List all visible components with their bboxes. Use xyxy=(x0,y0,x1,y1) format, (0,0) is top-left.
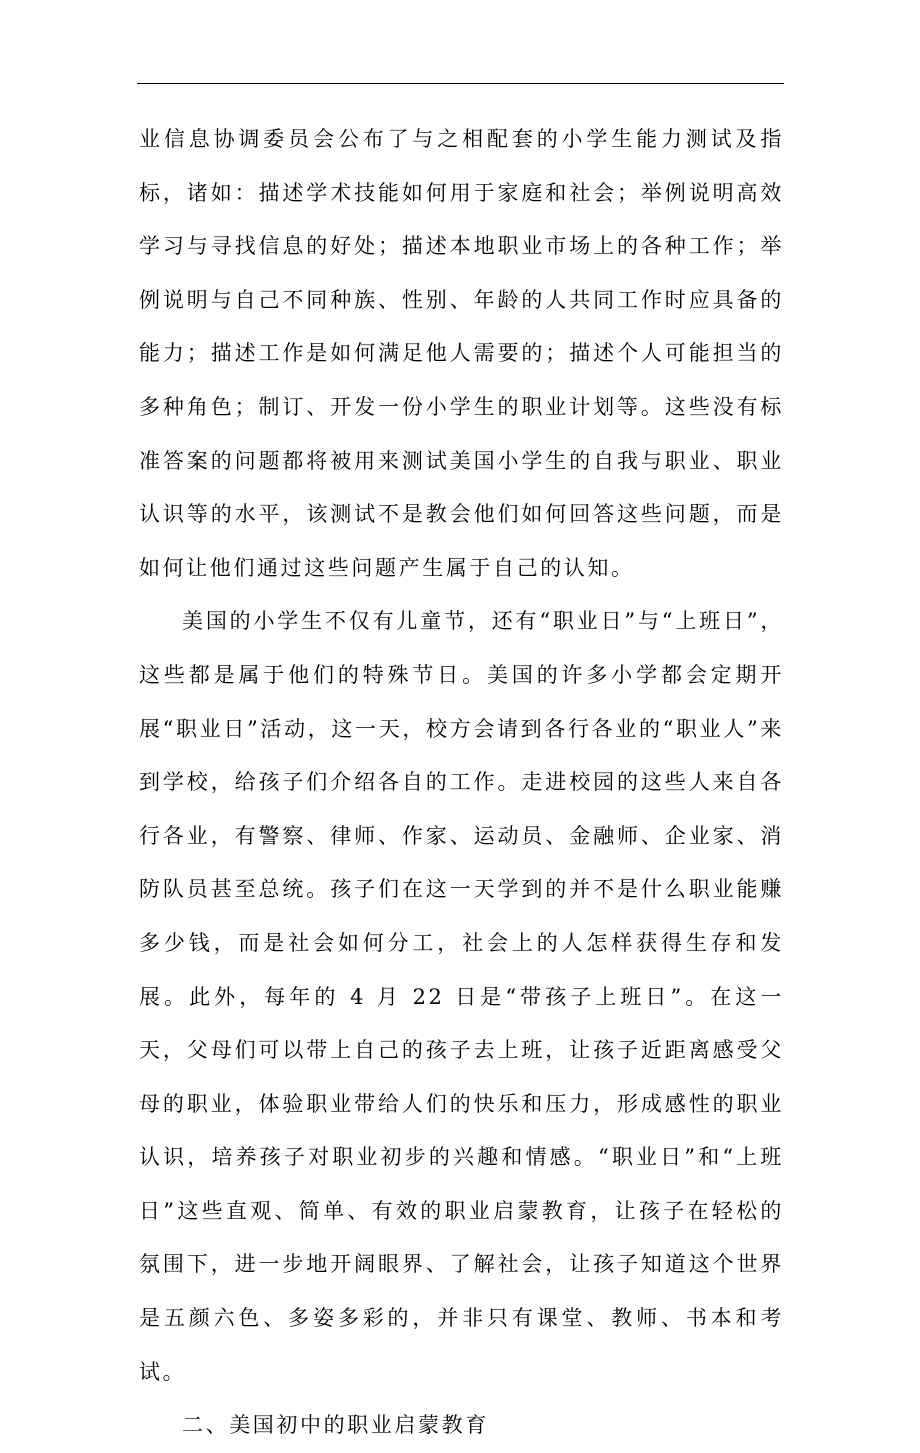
paragraph-2: 美国的小学生不仅有儿童节，还有“职业日”与“上班日”，这些都是属于他们的特殊节日。美国的许多小学都会定期开展“职业日”活动，这一天，校方会请到各行各业的“职业人”来到学校，给孩子们介绍各自的工作。走进校园的这些人来自各行各业，有警察、律师、作家、运动员、金融师、企业家、消防队员甚至总统。孩子们在这一天学到的并不是什么职业能赚多少钱，而是社会如何分工，社会上的人怎样获得生存和发展。此外，每年的 4 月 22 日是“带孩子上班日”。在这一天，父母们可以带上自己的孩子去上班，让孩子近距离感受父母的职业，体验职业带给人们的快乐和压力，形成感性的职业认识，培养孩子对职业初步的兴趣和情感。“职业日”和“上班日”这些直观、简单、有效的职业启蒙教育，让孩子在轻松的氛围下，进一步地开阔眼界、了解社会，让孩子知道这个世界是五颜六色、多姿多彩的，并非只有课堂、教师、书本和考试。 xyxy=(139,609,784,1384)
paragraph-1: 业信息协调委员会公布了与之相配套的小学生能力测试及指标，诸如：描述学术技能如何用于家庭和社会；举例说明高效学习与寻找信息的好处；描述本地职业市场上的各种工作；举例说明与自己不同种族、性别、年龄的人共同工作时应具备的能力；描述工作是如何满足他人需要的；描述个人可能担当的多种角色；制订、开发一份小学生的职业计划等。这些没有标准答案的问题都将被用来测试美国小学生的自我与职业、职业认识等的水平，该测试不是教会他们如何回答这些问题，而是如何让他们通过这些问题产生属于自己的认知。 xyxy=(139,127,784,580)
body-text xyxy=(139,113,784,1453)
header-rule xyxy=(137,83,784,84)
section-heading: 二、美国初中的职业启蒙教育 xyxy=(182,1413,489,1438)
